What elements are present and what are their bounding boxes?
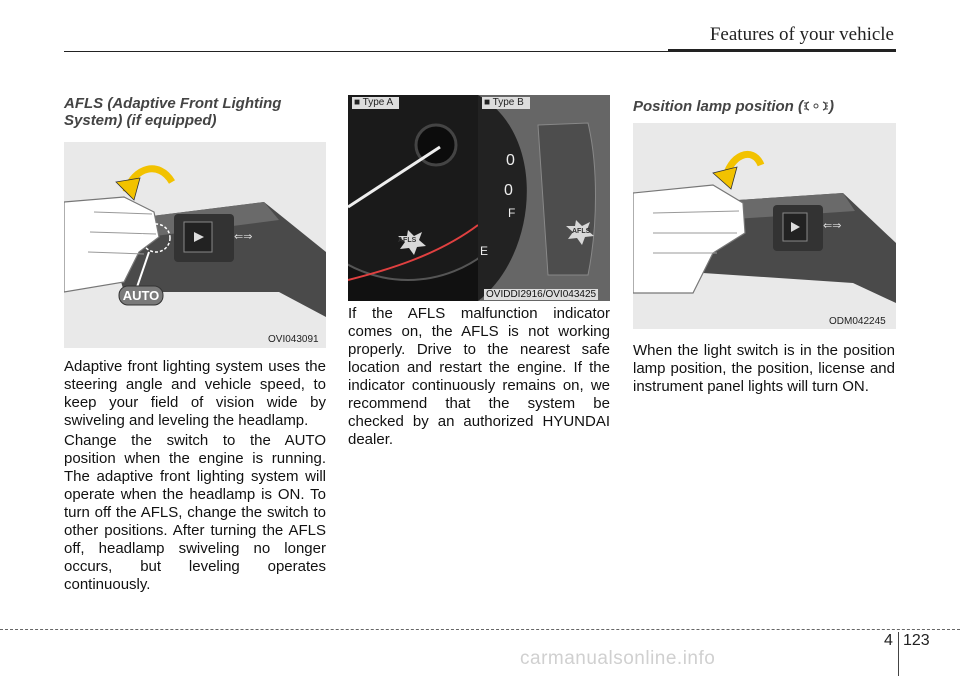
position-lamp-heading [633, 98, 895, 117]
afls-malfunction-paragraph: If the AFLS malfunction indicator comes on, the AFLS is not working properly. Drive to the nearest safe location and restart the engine. If the indicator continuously remains on, we recommend that the system be checked by an authorized HYUNDAI dealer. [348, 305, 610, 448]
page-number-separator [898, 632, 899, 676]
position-lamp-icon [803, 99, 829, 117]
header-title: Features of your vehicle [709, 24, 894, 45]
watermark: carmanualsonline.info [520, 648, 716, 669]
instrument-cluster-figure [348, 95, 610, 301]
svg-text:0: 0 [504, 182, 513, 199]
position-lamp-heading-suffix: ) [829, 98, 834, 115]
figure-caption-2: OVIDDI2916/OVI043425 [486, 289, 597, 300]
page-number: 123 [903, 632, 930, 649]
afls-paragraph-1: Adaptive front lighting system uses the steering angle and vehicle speed, to keep your field of vision wide by swiveling and leveling the headlamp. [64, 358, 326, 429]
figure-caption-3: ODM042245 [829, 316, 886, 327]
auto-label: AUTO [122, 288, 160, 303]
type-a-label: ■ Type A [352, 97, 399, 109]
afls-heading: AFLS (Adaptive Front Lighting System) (if equipped) [64, 95, 282, 129]
header-rule [64, 51, 668, 52]
afls-switch-figure [64, 142, 326, 348]
position-lamp-paragraph: When the light switch is in the position lamp position, the position, license and instrument panel lights will turn ON. [633, 342, 895, 395]
header-rule-accent [668, 49, 896, 52]
cluster-illustration [348, 95, 610, 301]
type-b-label: ■ Type B [482, 97, 530, 109]
afls-badge-b: AFLS [572, 228, 591, 235]
footer-dashed-rule [0, 629, 960, 630]
svg-text:0: 0 [506, 152, 515, 169]
svg-text:⇐⇒: ⇐⇒ [823, 220, 842, 232]
svg-text:E: E [480, 244, 489, 258]
afls-badge-a: AFLS [398, 237, 417, 244]
position-lamp-figure [633, 123, 896, 329]
svg-text:⇐⇒: ⇐⇒ [234, 231, 253, 243]
afls-paragraph-2: Change the switch to the AUTO position when the engine is running. The adaptive front lighting system will operate when the headlamp is ON. To turn off the AFLS, change the switch to other positions. After turning the AFLS off, headlamp swiveling no longer occurs, but leveling operates continuously. [64, 432, 326, 593]
stalk-illustration [64, 142, 326, 348]
figure-caption-1: OVI043091 [268, 334, 319, 345]
position-lamp-heading-prefix: Position lamp position ( [633, 98, 803, 115]
svg-text:F: F [508, 206, 516, 220]
position-stalk-illustration [633, 123, 896, 329]
chapter-number: 4 [884, 632, 893, 649]
